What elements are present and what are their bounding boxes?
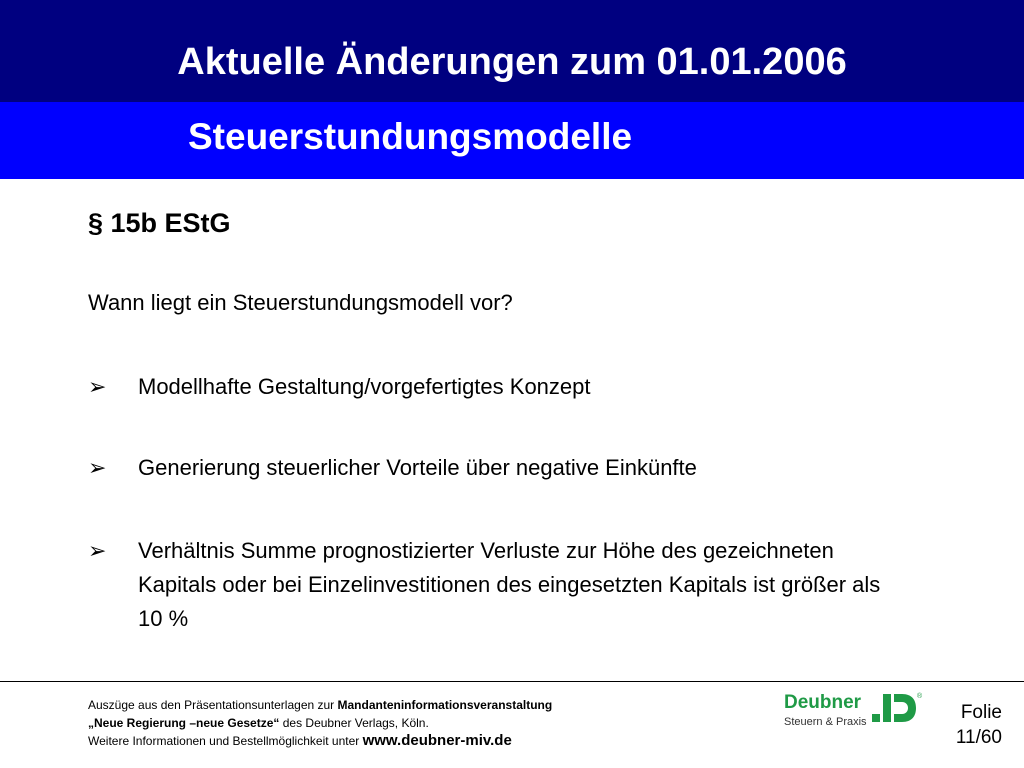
footer-line-2-suffix: des Deubner Verlags, Köln. [279,716,429,730]
footer-info [88,696,688,750]
bullet-text: Generierung steuerlicher Vorteile über negative Einkünfte [138,455,697,480]
footer-event-name: Mandanteninformationsveranstaltung [337,698,553,712]
footer-line-2 [88,714,688,732]
footer-url-link[interactable]: www.deubner-miv.de [362,732,512,749]
registered-mark: ® [917,693,923,700]
question-text: Wann liegt ein Steuerstundungsmodell vor? [88,290,513,315]
footer-divider [0,681,1024,682]
logo-name: Deubner [784,692,862,713]
page-label: Folie [960,702,1002,723]
page-number: 11/60 [955,727,1002,748]
deubner-d-icon [870,690,924,728]
footer-line-3 [88,732,688,750]
bullet-text: Verhältnis Summe prognostizierter Verluste zur Höhe des gezeichneten Kapitals oder bei Einzelinvestitionen des eingesetzten Kapitals ist größer als 10 % [138,538,881,631]
slide-title: Aktuelle Änderungen zum 01.01.2006 [177,41,847,83]
bullet-text: Modellhafte Gestaltung/vorgefertigtes Konzept [138,374,591,399]
footer-line-1-prefix: Auszüge aus den Präsentationsunterlagen zur [88,698,338,712]
section-heading: § 15b EStG [88,208,231,238]
page-indicator [930,700,1002,750]
bullet-arrow-icon: ➢ [88,538,107,563]
logo-tagline: Steuern & Praxis [784,716,867,728]
footer-event-title: „Neue Regierung –neue Gesetze“ [88,716,280,730]
footer-line-1 [88,696,688,714]
slide-subtitle: Steuerstundungsmodelle [188,116,633,157]
bullet-arrow-icon: ➢ [88,455,107,480]
bullet-arrow-icon: ➢ [88,374,107,399]
deubner-logo [784,690,924,734]
footer-line-3-prefix: Weitere Informationen und Bestellmöglichkeit unter [88,734,363,748]
